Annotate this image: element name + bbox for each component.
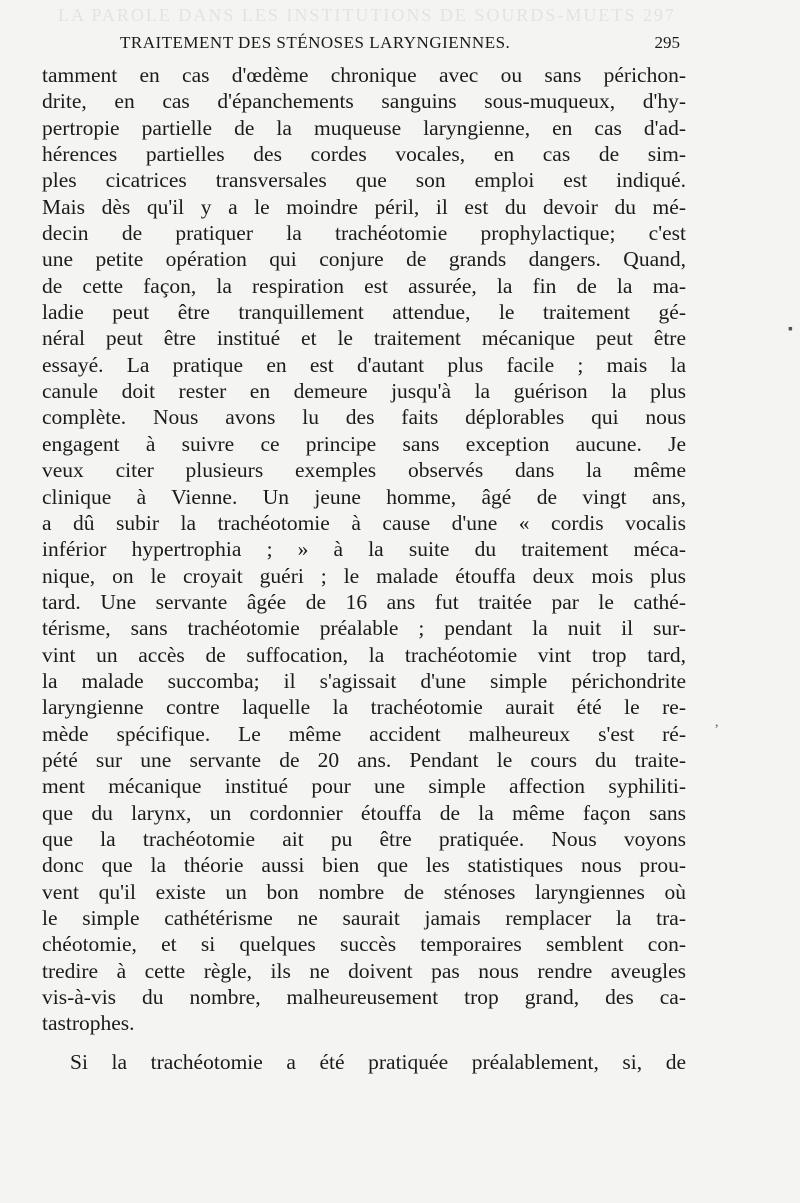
text-line: donc que la théorie aussi bien que les statistiques nous prou- <box>42 853 686 878</box>
page-header <box>120 33 680 57</box>
text-line: drite, en cas d'épanchements sanguins sous-muqueux, d'hy- <box>42 89 686 114</box>
text-line: de cette façon, la respiration est assurée, la fin de la ma- <box>42 273 686 298</box>
text-line: tamment en cas d'œdème chronique avec ou sans périchon- <box>42 63 686 87</box>
paragraph-1 <box>42 62 686 1037</box>
text-line: essayé. La pratique en est d'autant plus facile ; mais la <box>42 352 686 377</box>
text-line: que la trachéotomie ait pu être pratiquée. Nous voyons <box>42 826 686 851</box>
speck-mark: ▪ <box>788 322 793 337</box>
text-line: ment mécanique institué pour une simple affection syphiliti- <box>42 774 686 799</box>
text-line: térisme, sans trachéotomie préalable ; pendant la nuit il sur- <box>42 616 686 641</box>
text-line: tredire à cette règle, ils ne doivent pas nous rendre aveugles <box>42 958 686 983</box>
text-line: vent qu'il existe un bon nombre de sténoses laryngiennes où <box>42 879 686 904</box>
text-line: inférior hypertrophia ; » à la suite du traitement méca- <box>42 537 686 562</box>
text-line: pertropie partielle de la muqueuse laryngienne, en cas d'ad- <box>42 115 686 140</box>
text-line: tard. Une servante âgée de 16 ans fut traitée par le cathé- <box>42 589 686 614</box>
text-line: Mais dès qu'il y a le moindre péril, il est du devoir du mé- <box>42 194 686 219</box>
text-line: une petite opération qui conjure de grands dangers. Quand, <box>42 247 686 272</box>
text-line: veux citer plusieurs exemples observés dans la même <box>42 458 686 483</box>
text-line: pété sur une servante de 20 ans. Pendant le cours du traite- <box>42 747 686 772</box>
text-line: a dû subir la trachéotomie à cause d'une « cordis vocalis <box>42 510 686 535</box>
text-line: canule doit rester en demeure jusqu'à la guérison la plus <box>42 379 686 404</box>
text-line: complète. Nous avons lu des faits déplorables qui nous <box>42 405 686 430</box>
running-title: TRAITEMENT DES STÉNOSES LARYNGIENNES. <box>120 33 511 52</box>
text-line: ples cicatrices transversales que son emploi est indiqué. <box>42 168 686 193</box>
paragraph-2 <box>42 1049 686 1075</box>
page-number: 295 <box>654 33 680 52</box>
speck-mark: , <box>715 715 719 730</box>
text-line: laryngienne contre laquelle la trachéotomie aurait été le re- <box>42 695 686 720</box>
text-line: Si la trachéotomie a été pratiquée préalablement, si, de <box>70 1049 686 1074</box>
text-line: clinique à Vienne. Un jeune homme, âgé de vingt ans, <box>42 484 686 509</box>
text-line: la malade succomba; il s'agissait d'une simple périchondrite <box>42 668 686 693</box>
text-line: nique, on le croyait guéri ; le malade étouffa deux mois plus <box>42 563 686 588</box>
bleed-through-header: LA PAROLE DANS LES INSTITUTIONS DE SOURDS-MUETS 297 <box>58 5 676 25</box>
text-line: vint un accès de suffocation, la trachéotomie vint trop tard, <box>42 642 686 667</box>
text-line: decin de pratiquer la trachéotomie prophylactique; c'est <box>42 221 686 246</box>
text-line: chéotomie, et si quelques succès temporaires semblent con- <box>42 932 686 957</box>
text-line: tastrophes. <box>42 1011 135 1036</box>
paragraph-gap <box>42 1037 686 1049</box>
text-line: que du larynx, un cordonnier étouffa de la même façon sans <box>42 800 686 825</box>
text-line: le simple cathétérisme ne saurait jamais remplacer la tra- <box>42 906 686 930</box>
text-line: ladie peut être tranquillement attendue, le traitement gé- <box>42 300 686 325</box>
text-line: hérences partielles des cordes vocales, en cas de sim- <box>42 142 686 167</box>
text-line: néral peut être institué et le traitement mécanique peut être <box>42 326 686 351</box>
text-line: mède spécifique. Le même accident malheureux s'est ré- <box>42 721 686 746</box>
body-text <box>42 62 686 1075</box>
text-line: engagent à suivre ce principe sans exception aucune. Je <box>42 431 686 456</box>
text-line: vis-à-vis du nombre, malheureusement trop grand, des ca- <box>42 985 686 1010</box>
